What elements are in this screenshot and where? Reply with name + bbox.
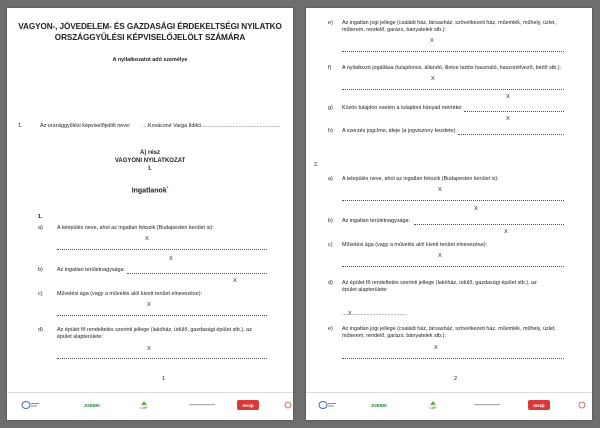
property-1-number: 1. — [38, 214, 43, 220]
p2-field-e2-text-1: Az ingatlan jogi jellege (családi ház, társasház, szövetkezeti ház, műemlék, műhely, üzlet, — [342, 326, 556, 332]
form-title-line-1: VAGYON-, JÖVEDELEM- ÉS GAZDASÁGI ÉRDEKELTSÉGI NYILATKO — [18, 22, 282, 31]
p2-field-g-text: Közös tulajdon esetén a tulajdoni hányad mértéke: — [342, 105, 463, 111]
document-page-1 — [7, 8, 293, 420]
field-d-text-2: épület alapterülete: — [57, 334, 103, 340]
p2-field-h-x-mark-top: X — [506, 116, 510, 122]
p2-field-e-text-1: Az ingatlan jogi jellege (családi ház, társasház, szövetkezeti ház, műemlék, műhely, üzlet, — [342, 20, 556, 26]
p2-field-e-line — [342, 51, 564, 52]
form-subtitle: A nyilatkozatot adó személye — [112, 57, 188, 63]
p2-field-h-label: h) — [328, 128, 333, 134]
p2-field-e2-text-2: műterem, rendelő, garázs, bányatelek stb.): — [342, 333, 446, 339]
p2-field-e2-label: e) — [328, 326, 333, 332]
part-a-label: A) rész — [139, 150, 160, 156]
field-a-text: A település neve, ahol az ingatlan fekszik (Budapesten kerület is): — [57, 225, 214, 231]
party-logo-4 — [189, 400, 215, 410]
field-c-line — [57, 315, 267, 316]
p2-field-c-text: Művelési ága (vagy a művelés alól kivett terület elnevezése): — [342, 242, 488, 248]
section-heading — [7, 185, 293, 194]
p2-field-e-x-mark: X — [430, 38, 434, 44]
candidate-name-value: ....Kovácsné Varga Ildikó..................................................... — [142, 123, 281, 129]
mszp-logo: mszp — [237, 400, 259, 410]
p2-field-e-label: e) — [328, 20, 333, 26]
p2-field-g-x-mark-top: X — [506, 94, 510, 100]
page-2-footer — [306, 392, 592, 420]
p2-field-c-label: c) — [328, 242, 333, 248]
field-d-x-mark: X — [147, 346, 151, 352]
field-a-line — [57, 249, 267, 250]
candidate-name-label: Az országgyűlési képviselőjelölt neve: — [40, 123, 131, 129]
p2-jobbik-logo: JOBBIK — [370, 402, 388, 408]
field-b-label: b) — [38, 267, 43, 273]
p2-field-c-line — [342, 266, 564, 267]
p2-field-c-x-mark: X — [438, 253, 442, 259]
document-page-2 — [306, 8, 592, 420]
p2-field-b-line — [414, 224, 564, 225]
part-a-roman: I. — [148, 166, 152, 172]
field-c-x-mark-top: X — [233, 278, 237, 284]
p2-field-d-label: d) — [328, 280, 333, 286]
field-b-x-mark: X — [169, 256, 173, 262]
field-d-text-1: Az épület fő rendeltetés szerinti jellege (lakóház, üdülő, gazdasági épület stb.), az — [57, 327, 252, 333]
field-a-label: a) — [38, 225, 43, 231]
item-1-number: 1. — [18, 123, 23, 129]
p2-lmp-logo: LMP — [426, 400, 440, 410]
p2-field-d-text-1: Az épület fő rendeltetés szerinti jellege (lakóház, üdülő, gazdasági épület stb.), az — [342, 280, 537, 286]
p2-field-a-line — [342, 200, 564, 201]
section-footnote-mark: * — [166, 185, 169, 190]
field-d-label: d) — [38, 327, 43, 333]
p2-field-a-x-mark: X — [438, 187, 442, 193]
jobbik-logo: JOBBIK — [83, 402, 101, 408]
p2-party-logo-6 — [576, 400, 588, 410]
p2-field-d-value: ....X..................................... — [342, 311, 408, 317]
party-logo-6 — [283, 400, 293, 410]
p2-field-g-label: g) — [328, 105, 333, 111]
p2-field-h-text: A szerzés jogcíme, ideje (a jogviszony kezdete): — [342, 128, 457, 134]
field-c-x-mark: X — [147, 302, 151, 308]
p2-field-e-text-2: műterem, rendelő, garázs, bányatelek stb.): — [342, 27, 446, 33]
p2-field-f-label: f) — [328, 65, 332, 71]
p2-field-b-x-mark: X — [474, 206, 478, 212]
page-number-2: 2 — [454, 376, 458, 382]
field-b-line — [127, 273, 267, 274]
field-a-x-mark: X — [145, 236, 149, 242]
p2-field-g-line — [464, 111, 564, 112]
p2-party-logo-1 — [316, 400, 338, 410]
p2-field-b-text: Az ingatlan területnagysága: — [342, 218, 411, 224]
field-c-text: Művelési ága (vagy a művelés alól kivett terület elnevezése): — [57, 291, 203, 297]
p2-field-f-x-mark: X — [431, 76, 435, 82]
p2-field-d-text-2: épület alapterülete: — [342, 287, 388, 293]
page-number-1: 1 — [162, 376, 166, 382]
p2-field-f-line — [342, 89, 564, 90]
p2-field-c-x-mark-top: X — [504, 229, 508, 235]
lmp-logo: LMP — [137, 400, 151, 410]
property-2-number: 2. — [314, 162, 319, 168]
part-a-title: VAGYONI NYILATKOZAT — [114, 158, 186, 164]
field-d-line — [57, 358, 267, 359]
form-title-line-2: ORSZÁGGYŰLÉSI KÉPVISELŐJELÖLT SZÁMÁRA — [54, 33, 246, 42]
p2-party-logo-4 — [474, 400, 500, 410]
page-1-footer — [7, 392, 293, 420]
party-logo-1 — [19, 400, 41, 410]
p2-field-b-label: b) — [328, 218, 333, 224]
p2-field-a-label: a) — [328, 176, 333, 182]
section-heading-text: Ingatlanok — [131, 187, 167, 195]
field-c-label: c) — [38, 291, 43, 297]
p2-field-h-line — [458, 134, 564, 135]
p2-field-e2-line — [342, 358, 564, 359]
p2-field-f-text: A nyilatkozó jogállása (tulajdonos, állandó, illetve tartós használó, haszonélvező, bérlő stb.): — [342, 65, 562, 71]
field-b-text: Az ingatlan területnagysága: — [57, 267, 126, 273]
p2-mszp-logo: mszp — [528, 400, 550, 410]
p2-field-a-text: A település neve, ahol az ingatlan fekszik (Budapesten kerület is): — [342, 176, 499, 182]
p2-field-e2-x-mark: X — [434, 345, 438, 351]
